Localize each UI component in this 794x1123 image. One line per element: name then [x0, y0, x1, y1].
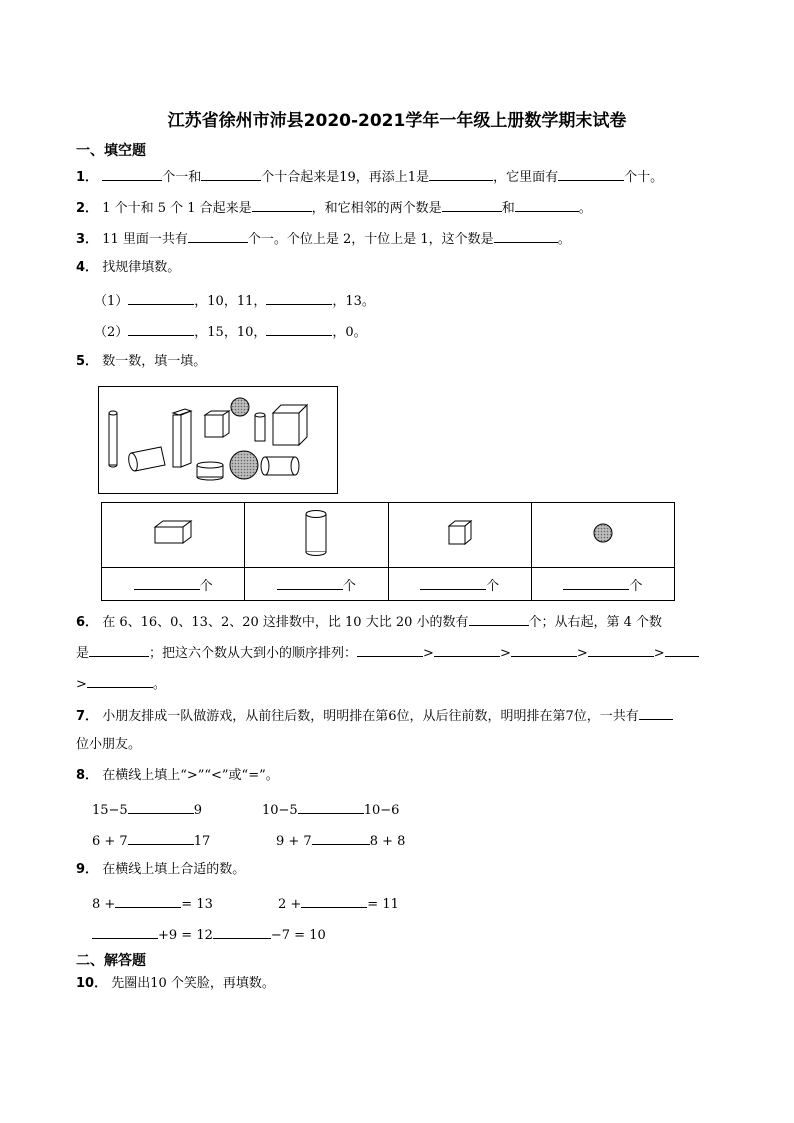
q2-blank-1[interactable] — [252, 198, 312, 212]
q8-e3-blank[interactable] — [128, 831, 194, 845]
q9-e2-blank[interactable] — [301, 894, 367, 908]
cube-small-shape — [205, 411, 229, 437]
shape-count-table — [101, 502, 675, 601]
question-6 — [76, 612, 662, 631]
q1-text-b: 个十合起来是 — [261, 170, 340, 185]
q10-text: 先圈出10 个笑脸，再填数。 — [111, 976, 275, 991]
q7-blank[interactable] — [639, 706, 673, 720]
q4-2-mid: ，15，10， — [194, 325, 267, 340]
q6-number: 6． — [76, 615, 99, 630]
cube-count-blank[interactable] — [420, 576, 486, 590]
q4-2-blank-2[interactable] — [266, 322, 332, 336]
q1-text-d: 是 — [416, 170, 430, 185]
question-6-line3 — [76, 674, 166, 693]
q9-e2-left: 2 + — [278, 897, 302, 912]
question-7 — [76, 706, 673, 725]
cylinder-small-shape — [255, 413, 265, 441]
q3-number: 3． — [76, 232, 99, 247]
q6-text: 在 6、16、0、13、2、20 这排数中，比 10 大比 20 小的数有 — [102, 615, 469, 630]
cylinder-icon — [303, 509, 329, 557]
q1-blank-2[interactable] — [201, 167, 261, 181]
sphere-count — [531, 568, 674, 601]
q3-blank-1[interactable] — [188, 229, 248, 243]
q3-text-c: 。 — [557, 232, 571, 247]
shapes-illustration — [99, 387, 337, 493]
sphere-small-shape — [231, 398, 249, 416]
q5-number: 5． — [76, 354, 99, 369]
q2-text-c: 和 — [501, 201, 515, 216]
q8-e1-right: 9 — [193, 803, 202, 818]
q9-expr-1 — [92, 894, 213, 913]
q2-number: 2． — [76, 201, 99, 216]
q6-text-order: ；把这六个数从大到小的顺序排列： — [149, 646, 358, 661]
q8-expr-2 — [262, 800, 399, 819]
q8-e4-blank[interactable] — [312, 831, 370, 845]
q6-gt-2: > — [499, 646, 511, 661]
question-4-1 — [94, 291, 375, 310]
cuboid-cell — [102, 503, 245, 568]
q1-value-19: 19 — [339, 170, 356, 185]
q6-gt-5: > — [76, 677, 87, 692]
q8-text: 在横线上填上“>”“<”或“=”。 — [102, 768, 279, 783]
q3-text-b: 个一。个位上是 2，十位上是 1，这个数是 — [247, 232, 494, 247]
q1-text-a: 个一和 — [162, 170, 202, 185]
q6-order-blank-1[interactable] — [357, 643, 423, 657]
q6-blank-2[interactable] — [89, 643, 149, 657]
q9-e1-blank[interactable] — [115, 894, 181, 908]
q4-1-end: ，13。 — [332, 294, 375, 309]
question-5 — [76, 354, 206, 370]
question-9 — [76, 862, 245, 878]
q4-2-label: （2） — [94, 325, 129, 340]
q7-text: 小朋友排成一队做游戏，从前往后数，明明排在第6位，从后往前数，明明排在第7位，一共有 — [102, 709, 639, 724]
q2-text: 1 个十和 5 个 1 合起来是 — [102, 201, 252, 216]
q6-order-blank-6[interactable] — [87, 674, 153, 688]
q9-e4-right: −7 = 10 — [270, 928, 326, 943]
page-title: 江苏省徐州市沛县2020-2021学年一年级上册数学期末试卷 — [167, 111, 627, 131]
q1-blank-1[interactable] — [102, 167, 162, 181]
q6-text-is: 是 — [76, 646, 90, 661]
sphere-large-shape — [230, 451, 258, 479]
q7-number: 7． — [76, 709, 99, 724]
q9-e2-right: = 11 — [367, 897, 399, 912]
q3-blank-2[interactable] — [494, 229, 558, 243]
cube-cell — [388, 503, 531, 568]
q9-e3-right: +9 = 12 — [158, 928, 213, 943]
q9-e4-blank[interactable] — [213, 925, 271, 939]
q8-expr-4 — [276, 831, 405, 850]
q8-e4-right: 8 + 8 — [369, 834, 406, 849]
q8-number: 8． — [76, 768, 99, 783]
q6-end: 。 — [152, 677, 166, 692]
question-1 — [76, 167, 663, 186]
q4-number: 4． — [76, 260, 99, 275]
question-4 — [76, 260, 180, 276]
cube-count — [388, 568, 531, 601]
sphere-icon — [591, 521, 615, 545]
cube-large-shape — [273, 405, 307, 445]
cuboid-count-unit: 个 — [199, 578, 213, 594]
question-8 — [76, 768, 279, 784]
q8-e3-right: 17 — [193, 834, 211, 849]
q1-blank-4[interactable] — [558, 167, 624, 181]
q3-text: 11 里面一共有 — [102, 232, 188, 247]
question-6-line2 — [76, 643, 699, 662]
q8-e2-right: 10−6 — [363, 803, 400, 818]
section-answer-heading: 二、解答题 — [76, 953, 146, 969]
q6-gt-3: > — [576, 646, 588, 661]
question-2 — [76, 198, 592, 217]
cylinder-count-unit: 个 — [342, 578, 356, 594]
q10-number: 10． — [76, 976, 108, 991]
q1-text-e: ，它里面有 — [493, 170, 559, 185]
q9-expr-3 — [92, 925, 326, 944]
q8-e3-left: 6 + 7 — [92, 834, 128, 849]
q2-blank-3[interactable] — [515, 198, 579, 212]
cuboid-count-blank[interactable] — [134, 576, 200, 590]
q9-e1-right: = 13 — [181, 897, 213, 912]
cube-count-unit: 个 — [486, 578, 500, 594]
q6-text-b: 个；从右起，第 4 个数 — [528, 615, 663, 630]
q8-expr-1 — [92, 800, 202, 819]
q2-text-d: 。 — [578, 201, 592, 216]
q8-e2-left: 10−5 — [262, 803, 298, 818]
cuboid-count — [102, 568, 245, 601]
section-fill-heading: 一、填空题 — [76, 143, 146, 159]
q6-order-blank-3[interactable] — [511, 643, 577, 657]
q1-text-f: 个十。 — [624, 170, 664, 185]
cylinder-lying-shape — [127, 447, 165, 472]
q6-blank-1[interactable] — [469, 612, 529, 626]
q1-value-1: 1 — [407, 170, 417, 185]
question-3 — [76, 229, 571, 248]
q7-line2: 位小朋友。 — [76, 737, 142, 752]
q1-text-c: ，再添上 — [355, 170, 408, 185]
q8-e2-blank[interactable] — [298, 800, 364, 814]
cylinder-tall-shape — [109, 411, 117, 467]
q2-blank-2[interactable] — [442, 198, 502, 212]
cuboid-tall-shape — [173, 409, 191, 467]
q8-expr-3 — [92, 831, 210, 850]
q9-e3-blank[interactable] — [92, 925, 158, 939]
cylinder-flat-shape — [197, 462, 223, 480]
q6-order-blank-5[interactable] — [665, 643, 699, 657]
sphere-cell — [531, 503, 674, 568]
cube-icon — [447, 519, 473, 547]
q2-text-b: ，和它相邻的两个数是 — [311, 201, 442, 216]
q4-1-blank-2[interactable] — [266, 291, 332, 305]
q8-e1-blank[interactable] — [128, 800, 194, 814]
q6-order-blank-2[interactable] — [434, 643, 500, 657]
q8-e4-left: 9 + 7 — [276, 834, 312, 849]
q4-2-blank-1[interactable] — [128, 322, 194, 336]
q4-text: 找规律填数。 — [102, 260, 181, 275]
cylinder-count-blank[interactable] — [277, 576, 343, 590]
q6-gt-4: > — [653, 646, 665, 661]
cylinder-count — [245, 568, 388, 601]
q8-e1-left: 15−5 — [92, 803, 128, 818]
sphere-count-unit: 个 — [629, 578, 643, 594]
q6-gt-1: > — [423, 646, 434, 661]
question-7-line2 — [76, 737, 141, 753]
q9-number: 9． — [76, 862, 99, 877]
q4-1-label: （1） — [94, 294, 129, 309]
cylinder-lying-right-shape — [261, 457, 299, 475]
cuboid-icon — [153, 519, 193, 547]
q1-number: 1． — [76, 170, 99, 185]
cylinder-cell — [245, 503, 388, 568]
question-4-2 — [94, 322, 367, 341]
q4-1-blank-1[interactable] — [128, 291, 194, 305]
q1-blank-3[interactable] — [429, 167, 493, 181]
shapes-picture — [98, 386, 338, 494]
q9-expr-2 — [278, 894, 399, 913]
question-10 — [76, 976, 275, 992]
q9-e1-left: 8 + — [92, 897, 116, 912]
sphere-count-blank[interactable] — [563, 576, 629, 590]
q9-text: 在横线上填上合适的数。 — [102, 862, 246, 877]
q4-1-mid: ，10，11， — [194, 294, 267, 309]
q5-text: 数一数，填一填。 — [102, 354, 207, 369]
q4-2-end: ，0。 — [332, 325, 367, 340]
q6-order-blank-4[interactable] — [588, 643, 654, 657]
